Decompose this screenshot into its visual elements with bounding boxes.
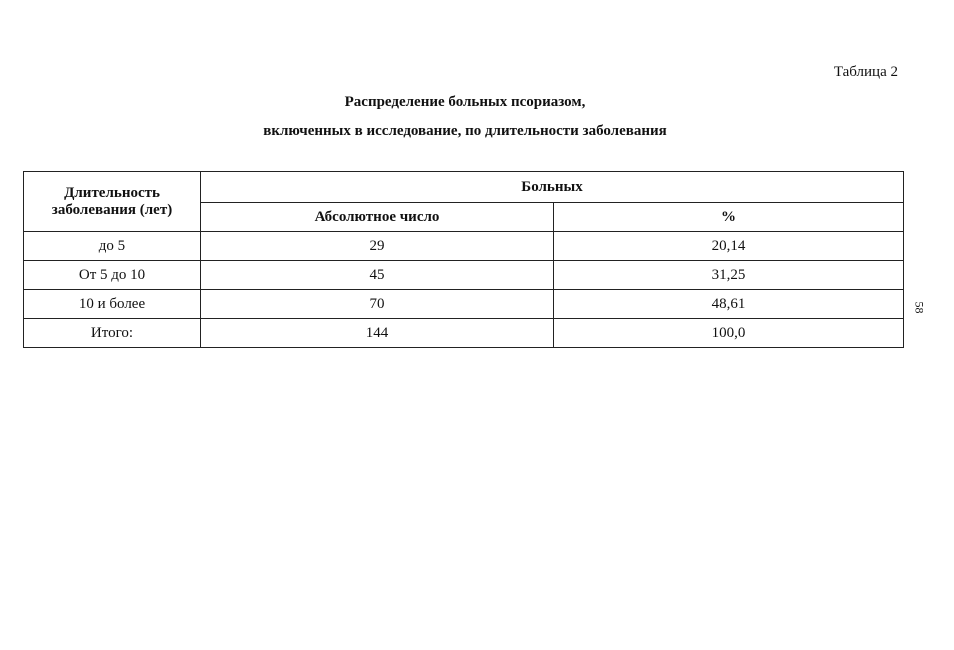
header-duration bbox=[24, 172, 201, 232]
cell-duration: до 5 bbox=[24, 232, 201, 261]
table-row bbox=[24, 261, 904, 290]
table-row bbox=[24, 232, 904, 261]
table-title-line-2: включенных в исследование, по длительности заболевания bbox=[263, 123, 667, 139]
table-row bbox=[24, 290, 904, 319]
header-duration-line-1: Длительность bbox=[64, 184, 160, 201]
cell-percent: 100,0 bbox=[554, 319, 904, 348]
cell-percent: 48,61 bbox=[554, 290, 904, 319]
cell-duration: От 5 до 10 bbox=[24, 261, 201, 290]
header-row-1 bbox=[24, 172, 904, 203]
table-label: Таблица 2 bbox=[833, 64, 898, 80]
cell-percent: 20,14 bbox=[554, 232, 904, 261]
cell-absolute: 29 bbox=[201, 232, 554, 261]
cell-duration: 10 и более bbox=[24, 290, 201, 319]
header-percent: % bbox=[554, 203, 904, 232]
cell-percent: 31,25 bbox=[554, 261, 904, 290]
table-title-line-1: Распределение больных псориазом, bbox=[344, 94, 586, 110]
header-absolute-number: Абсолютное число bbox=[201, 203, 554, 232]
duration-distribution-table bbox=[23, 171, 904, 348]
page-number: 58 bbox=[912, 301, 927, 314]
cell-absolute: 45 bbox=[201, 261, 554, 290]
header-duration-line-2: заболевания (лет) bbox=[51, 201, 173, 218]
cell-absolute: 144 bbox=[201, 319, 554, 348]
cell-duration: Итого: bbox=[24, 319, 201, 348]
table-row-total bbox=[24, 319, 904, 348]
header-patients-group: Больных bbox=[201, 172, 904, 203]
cell-absolute: 70 bbox=[201, 290, 554, 319]
